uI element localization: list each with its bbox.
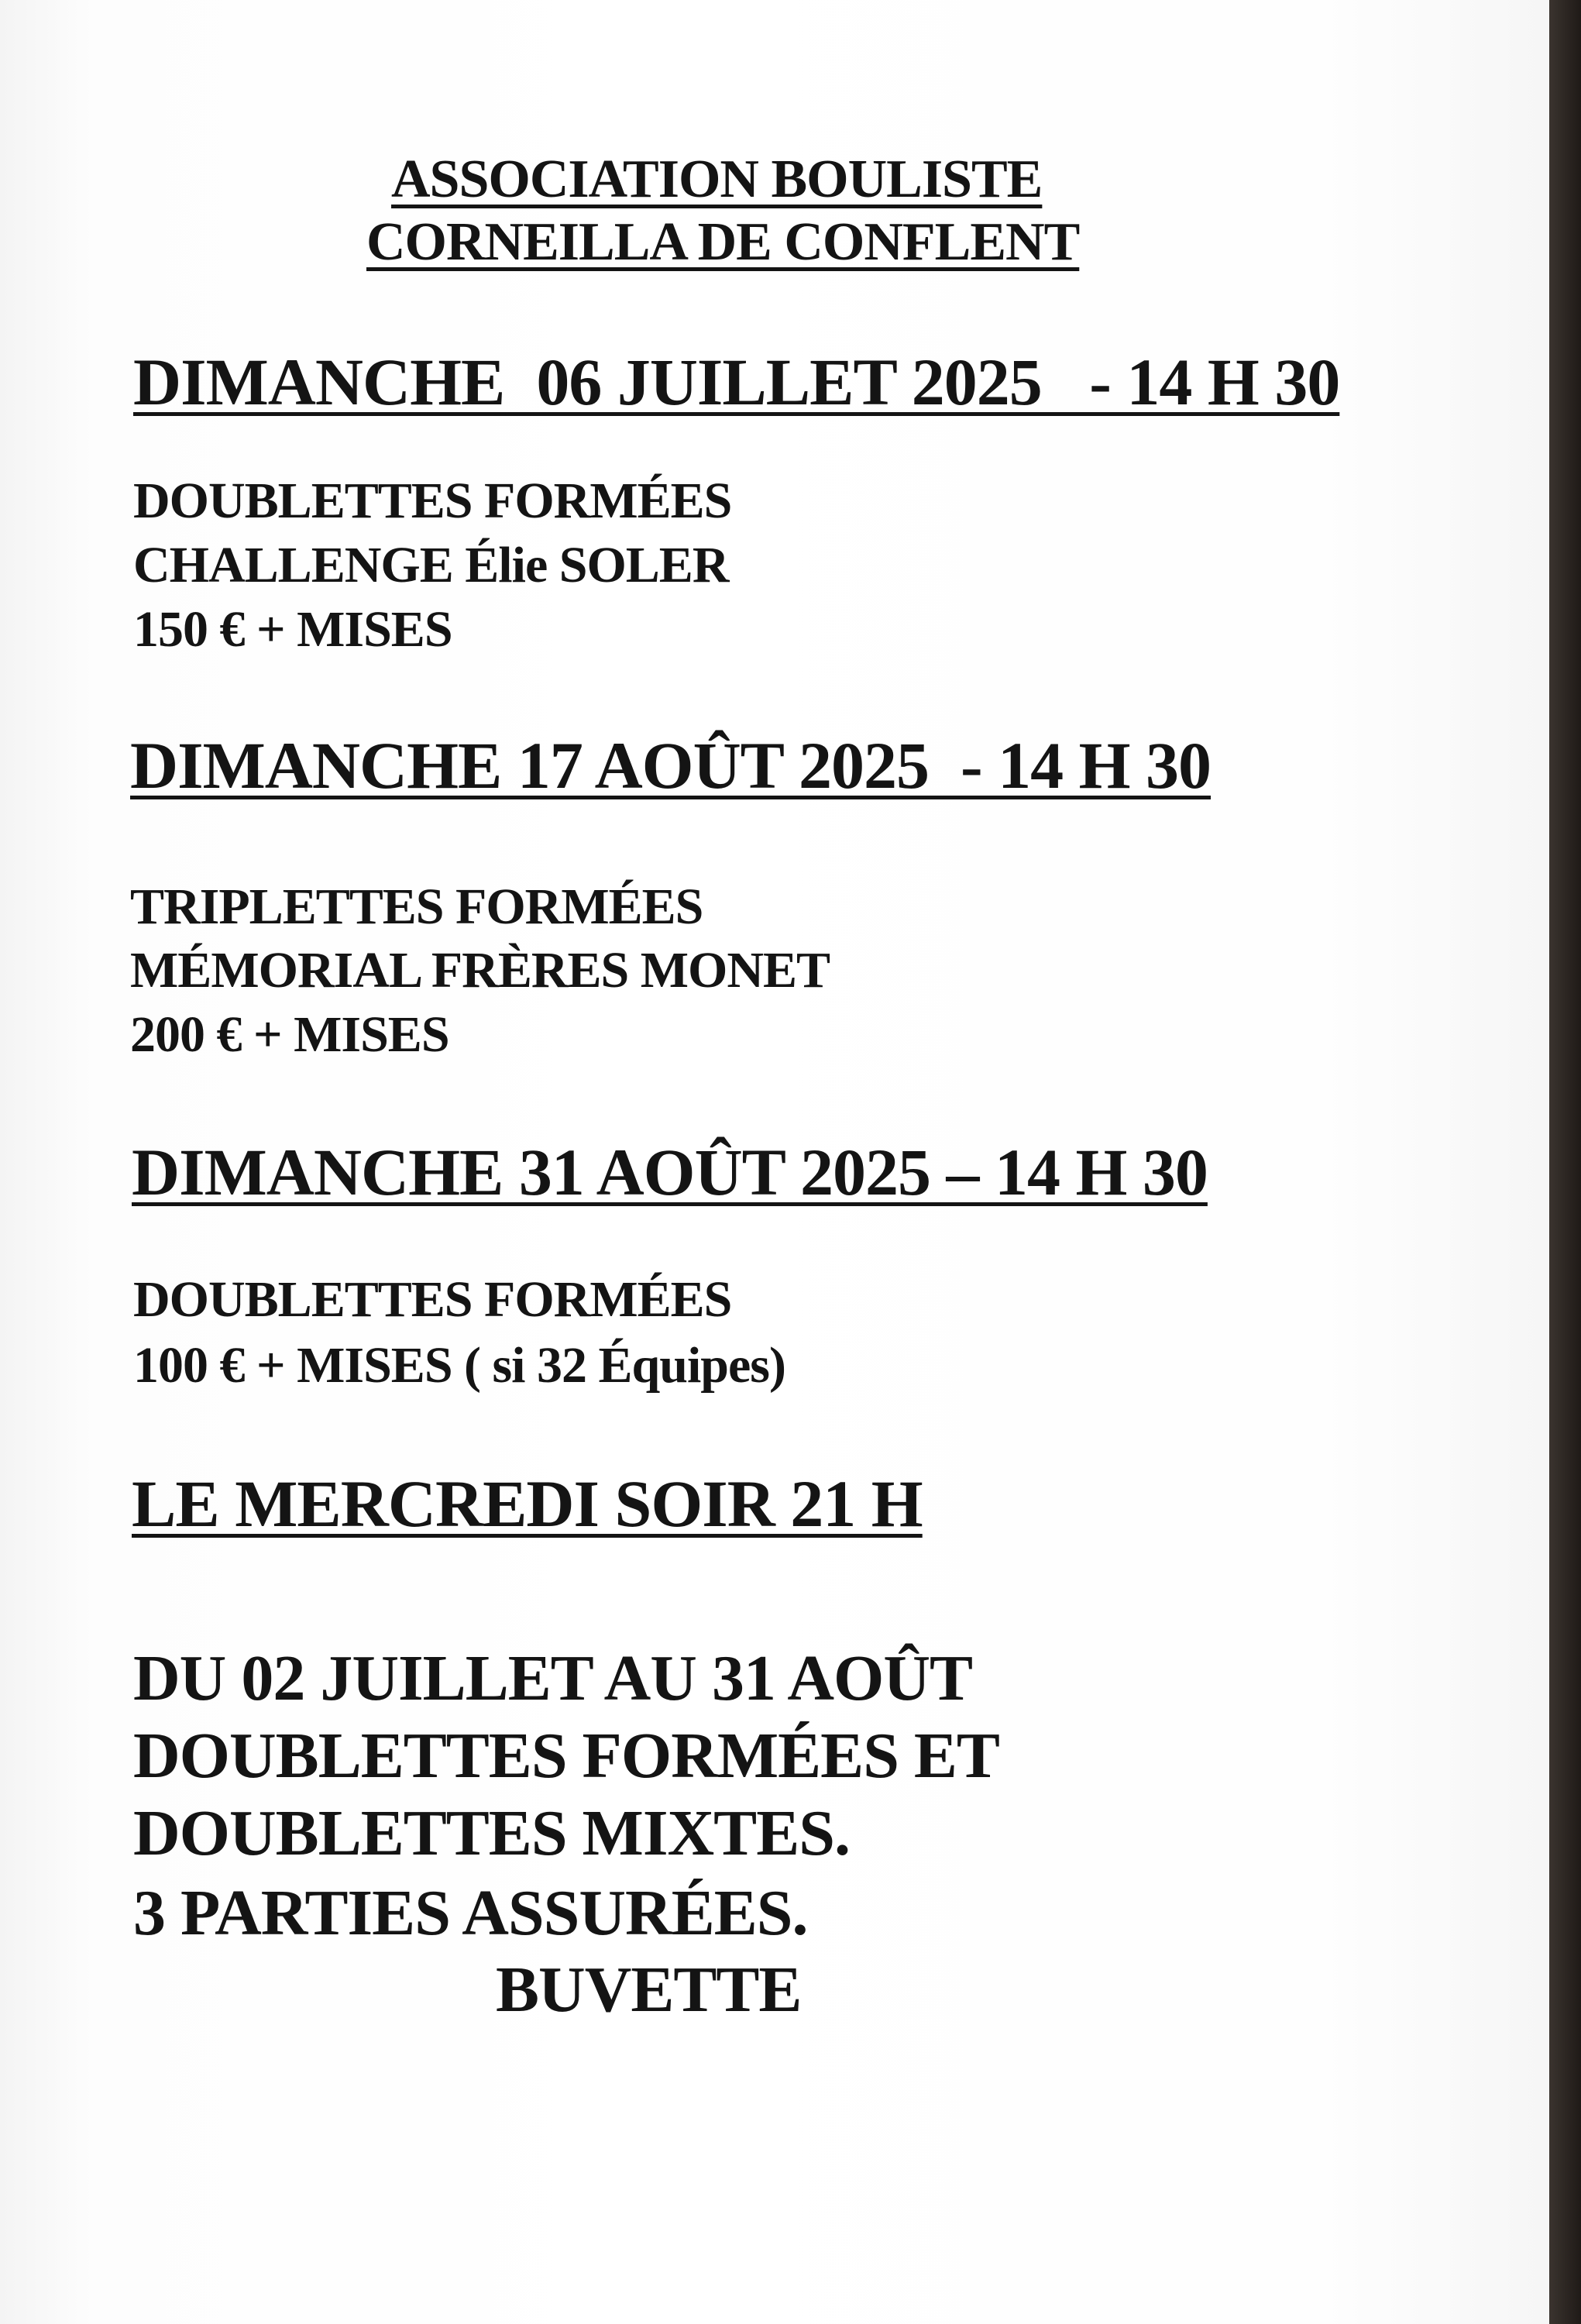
- event-1-heading: DIMANCHE 06 JUILLET 2025 - 14 H 30: [133, 345, 1340, 419]
- background-edge: [1549, 0, 1581, 2324]
- weekly-games: 3 PARTIES ASSURÉES.: [133, 1877, 808, 1949]
- event-1-format: DOUBLETTES FORMÉES: [133, 473, 732, 529]
- association-name: ASSOCIATION BOULISTE: [391, 150, 1043, 209]
- event-3-heading: DIMANCHE 31 AOÛT 2025 – 14 H 30: [132, 1135, 1208, 1209]
- weekly-bar: BUVETTE: [496, 1954, 802, 2026]
- weekly-format-1: DOUBLETTES FORMÉES ET: [133, 1720, 999, 1792]
- event-1-challenge: CHALLENGE Élie SOLER: [133, 537, 729, 593]
- weekly-heading: LE MERCREDI SOIR 21 H: [132, 1466, 923, 1541]
- association-town: CORNEILLA DE CONFLENT: [366, 212, 1080, 272]
- event-3-format: DOUBLETTES FORMÉES: [133, 1271, 732, 1328]
- weekly-format-2: DOUBLETTES MIXTES.: [133, 1797, 850, 1869]
- event-2-prize: 200 € + MISES: [130, 1006, 449, 1063]
- weekly-dates: DU 02 JUILLET AU 31 AOÛT: [133, 1642, 973, 1714]
- event-1-prize: 150 € + MISES: [133, 601, 452, 658]
- event-2-format: TRIPLETTES FORMÉES: [130, 878, 703, 935]
- event-2-heading: DIMANCHE 17 AOÛT 2025 - 14 H 30: [130, 728, 1212, 803]
- event-2-memorial: MÉMORIAL FRÈRES MONET: [130, 942, 830, 999]
- event-3-prize: 100 € + MISES ( si 32 Équipes): [133, 1337, 785, 1394]
